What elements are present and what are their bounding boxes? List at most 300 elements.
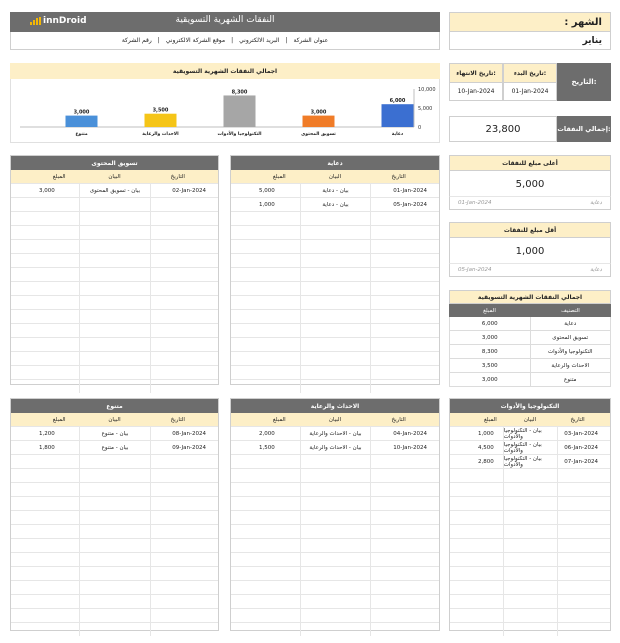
empty-row[interactable] — [231, 552, 439, 566]
empty-cell[interactable] — [231, 310, 300, 323]
empty-cell[interactable] — [150, 455, 218, 468]
empty-row[interactable] — [11, 608, 218, 622]
empty-cell[interactable] — [231, 380, 300, 393]
empty-cell[interactable] — [300, 609, 371, 622]
empty-row[interactable] — [231, 580, 439, 594]
empty-cell[interactable] — [231, 366, 300, 379]
empty-cell[interactable] — [79, 511, 149, 524]
empty-cell[interactable] — [150, 483, 218, 496]
empty-row[interactable] — [11, 622, 218, 636]
row-amount[interactable]: 1,000 — [478, 430, 494, 437]
row-description[interactable]: بيان - تسويق المحتوى — [79, 184, 149, 197]
empty-cell[interactable] — [231, 455, 300, 468]
row-date[interactable]: 06-Jan-2024 — [557, 441, 610, 454]
empty-row[interactable] — [11, 510, 218, 524]
empty-cell[interactable] — [150, 240, 218, 253]
empty-cell[interactable] — [450, 567, 503, 580]
empty-cell[interactable] — [231, 511, 300, 524]
empty-cell[interactable] — [370, 282, 439, 295]
empty-row[interactable] — [11, 496, 218, 510]
empty-cell[interactable] — [503, 525, 557, 538]
empty-row[interactable] — [11, 454, 218, 468]
empty-cell[interactable] — [11, 455, 79, 468]
empty-cell[interactable] — [231, 352, 300, 365]
empty-cell[interactable] — [79, 595, 149, 608]
empty-row[interactable] — [231, 622, 439, 636]
empty-row[interactable] — [11, 468, 218, 482]
empty-cell[interactable] — [557, 469, 610, 482]
empty-cell[interactable] — [503, 469, 557, 482]
empty-cell[interactable] — [450, 595, 503, 608]
empty-cell[interactable] — [557, 567, 610, 580]
empty-cell[interactable] — [150, 254, 218, 267]
empty-row[interactable] — [231, 365, 439, 379]
empty-cell[interactable] — [450, 581, 503, 594]
empty-cell[interactable] — [503, 511, 557, 524]
empty-row[interactable] — [11, 594, 218, 608]
empty-cell[interactable] — [150, 553, 218, 566]
empty-cell[interactable] — [150, 525, 218, 538]
empty-cell[interactable] — [370, 623, 439, 636]
empty-cell[interactable] — [11, 296, 79, 309]
row-description[interactable]: بيان - متنوع — [79, 441, 149, 454]
empty-cell[interactable] — [557, 511, 610, 524]
empty-cell[interactable] — [11, 198, 79, 211]
empty-cell[interactable] — [231, 268, 300, 281]
empty-row[interactable] — [11, 239, 218, 253]
empty-cell[interactable] — [557, 623, 610, 636]
empty-cell[interactable] — [11, 352, 79, 365]
empty-cell[interactable] — [150, 268, 218, 281]
empty-cell[interactable] — [11, 525, 79, 538]
empty-cell[interactable] — [150, 338, 218, 351]
empty-cell[interactable] — [79, 310, 149, 323]
empty-cell[interactable] — [503, 581, 557, 594]
empty-cell[interactable] — [370, 511, 439, 524]
empty-cell[interactable] — [11, 310, 79, 323]
empty-cell[interactable] — [300, 352, 371, 365]
empty-cell[interactable] — [150, 511, 218, 524]
empty-row[interactable] — [11, 552, 218, 566]
empty-cell[interactable] — [370, 268, 439, 281]
empty-cell[interactable] — [150, 380, 218, 393]
empty-cell[interactable] — [231, 553, 300, 566]
empty-cell[interactable] — [79, 525, 149, 538]
empty-cell[interactable] — [79, 623, 149, 636]
empty-row[interactable] — [450, 580, 610, 594]
empty-cell[interactable] — [11, 511, 79, 524]
empty-cell[interactable] — [370, 497, 439, 510]
empty-cell[interactable] — [503, 609, 557, 622]
empty-cell[interactable] — [11, 212, 79, 225]
row-date[interactable]: 02-Jan-2024 — [150, 184, 218, 197]
empty-row[interactable] — [231, 482, 439, 496]
empty-cell[interactable] — [450, 469, 503, 482]
empty-row[interactable] — [450, 622, 610, 636]
empty-cell[interactable] — [370, 338, 439, 351]
empty-cell[interactable] — [370, 296, 439, 309]
empty-cell[interactable] — [79, 226, 149, 239]
empty-row[interactable] — [450, 482, 610, 496]
empty-cell[interactable] — [503, 595, 557, 608]
empty-cell[interactable] — [11, 268, 79, 281]
empty-cell[interactable] — [79, 497, 149, 510]
empty-cell[interactable] — [150, 469, 218, 482]
row-description[interactable]: بيان - الاحداث والرعاية — [300, 427, 371, 440]
empty-cell[interactable] — [11, 366, 79, 379]
empty-row[interactable] — [11, 365, 218, 379]
empty-cell[interactable] — [300, 623, 371, 636]
table-row[interactable] — [450, 454, 610, 468]
empty-cell[interactable] — [503, 567, 557, 580]
empty-cell[interactable] — [150, 324, 218, 337]
empty-cell[interactable] — [231, 525, 300, 538]
empty-cell[interactable] — [231, 240, 300, 253]
empty-cell[interactable] — [79, 296, 149, 309]
empty-cell[interactable] — [11, 539, 79, 552]
empty-cell[interactable] — [150, 282, 218, 295]
empty-cell[interactable] — [300, 212, 371, 225]
empty-cell[interactable] — [79, 455, 149, 468]
empty-row[interactable] — [11, 211, 218, 225]
empty-cell[interactable] — [150, 198, 218, 211]
empty-row[interactable] — [231, 608, 439, 622]
row-date[interactable]: 04-Jan-2024 — [370, 427, 439, 440]
empty-cell[interactable] — [557, 525, 610, 538]
empty-cell[interactable] — [300, 469, 371, 482]
empty-cell[interactable] — [79, 254, 149, 267]
empty-row[interactable] — [231, 468, 439, 482]
empty-cell[interactable] — [503, 623, 557, 636]
empty-row[interactable] — [11, 267, 218, 281]
empty-row[interactable] — [231, 253, 439, 267]
empty-row[interactable] — [231, 594, 439, 608]
table-row[interactable] — [11, 440, 218, 454]
empty-cell[interactable] — [370, 539, 439, 552]
empty-cell[interactable] — [370, 240, 439, 253]
empty-cell[interactable] — [370, 581, 439, 594]
empty-cell[interactable] — [370, 567, 439, 580]
row-amount[interactable]: 1,000 — [259, 201, 275, 208]
empty-cell[interactable] — [79, 240, 149, 253]
empty-cell[interactable] — [300, 511, 371, 524]
empty-row[interactable] — [450, 468, 610, 482]
empty-cell[interactable] — [79, 352, 149, 365]
empty-cell[interactable] — [300, 338, 371, 351]
empty-cell[interactable] — [11, 254, 79, 267]
row-amount[interactable]: 3,000 — [39, 187, 55, 194]
row-description[interactable]: بيان - دعاية — [300, 198, 371, 211]
empty-row[interactable] — [11, 323, 218, 337]
empty-cell[interactable] — [231, 324, 300, 337]
empty-cell[interactable] — [370, 380, 439, 393]
empty-row[interactable] — [11, 482, 218, 496]
empty-cell[interactable] — [11, 338, 79, 351]
empty-row[interactable] — [231, 496, 439, 510]
empty-cell[interactable] — [370, 595, 439, 608]
empty-row[interactable] — [450, 594, 610, 608]
empty-cell[interactable] — [300, 581, 371, 594]
empty-cell[interactable] — [79, 198, 149, 211]
empty-cell[interactable] — [503, 539, 557, 552]
empty-row[interactable] — [11, 351, 218, 365]
empty-cell[interactable] — [450, 525, 503, 538]
empty-cell[interactable] — [370, 366, 439, 379]
empty-cell[interactable] — [300, 282, 371, 295]
empty-cell[interactable] — [150, 567, 218, 580]
empty-row[interactable] — [231, 454, 439, 468]
empty-row[interactable] — [231, 323, 439, 337]
empty-cell[interactable] — [300, 366, 371, 379]
row-description[interactable]: بيان - التكنولوجيا والأدوات — [503, 441, 557, 454]
empty-cell[interactable] — [300, 567, 371, 580]
empty-row[interactable] — [231, 351, 439, 365]
empty-cell[interactable] — [79, 212, 149, 225]
empty-cell[interactable] — [79, 567, 149, 580]
empty-row[interactable] — [231, 379, 439, 393]
empty-row[interactable] — [11, 225, 218, 239]
empty-cell[interactable] — [231, 623, 300, 636]
empty-row[interactable] — [11, 524, 218, 538]
empty-cell[interactable] — [11, 567, 79, 580]
empty-cell[interactable] — [300, 324, 371, 337]
empty-cell[interactable] — [79, 469, 149, 482]
table-row[interactable] — [231, 426, 439, 440]
empty-cell[interactable] — [79, 282, 149, 295]
empty-cell[interactable] — [557, 483, 610, 496]
table-row[interactable] — [11, 183, 218, 197]
empty-cell[interactable] — [231, 226, 300, 239]
table-row[interactable] — [231, 183, 439, 197]
row-amount[interactable]: 5,000 — [259, 187, 275, 194]
empty-cell[interactable] — [79, 581, 149, 594]
empty-cell[interactable] — [557, 539, 610, 552]
empty-cell[interactable] — [300, 497, 371, 510]
row-date[interactable]: 08-Jan-2024 — [150, 427, 218, 440]
empty-cell[interactable] — [300, 380, 371, 393]
table-row[interactable] — [231, 197, 439, 211]
empty-cell[interactable] — [150, 595, 218, 608]
empty-row[interactable] — [231, 295, 439, 309]
empty-cell[interactable] — [503, 553, 557, 566]
empty-row[interactable] — [231, 510, 439, 524]
empty-cell[interactable] — [503, 483, 557, 496]
empty-cell[interactable] — [450, 539, 503, 552]
empty-cell[interactable] — [370, 469, 439, 482]
empty-row[interactable] — [231, 225, 439, 239]
empty-row[interactable] — [231, 309, 439, 323]
empty-cell[interactable] — [300, 226, 371, 239]
empty-cell[interactable] — [11, 483, 79, 496]
empty-cell[interactable] — [79, 380, 149, 393]
empty-cell[interactable] — [150, 212, 218, 225]
empty-cell[interactable] — [231, 296, 300, 309]
empty-row[interactable] — [11, 566, 218, 580]
empty-cell[interactable] — [231, 469, 300, 482]
row-amount[interactable]: 2,000 — [259, 430, 275, 437]
row-date[interactable]: 10-Jan-2024 — [370, 441, 439, 454]
empty-cell[interactable] — [11, 282, 79, 295]
empty-row[interactable] — [450, 552, 610, 566]
empty-row[interactable] — [450, 608, 610, 622]
empty-cell[interactable] — [300, 595, 371, 608]
empty-cell[interactable] — [450, 609, 503, 622]
empty-cell[interactable] — [450, 553, 503, 566]
row-amount[interactable]: 1,200 — [39, 430, 55, 437]
empty-cell[interactable] — [557, 595, 610, 608]
row-date[interactable]: 03-Jan-2024 — [557, 427, 610, 440]
empty-cell[interactable] — [557, 581, 610, 594]
table-row[interactable] — [11, 426, 218, 440]
empty-cell[interactable] — [79, 539, 149, 552]
empty-row[interactable] — [450, 510, 610, 524]
empty-cell[interactable] — [370, 553, 439, 566]
empty-cell[interactable] — [300, 553, 371, 566]
row-description[interactable]: بيان - متنوع — [79, 427, 149, 440]
empty-row[interactable] — [11, 281, 218, 295]
empty-cell[interactable] — [11, 226, 79, 239]
empty-cell[interactable] — [150, 581, 218, 594]
start-date-value[interactable]: 01-Jan-2024 — [503, 83, 557, 101]
empty-cell[interactable] — [150, 310, 218, 323]
empty-row[interactable] — [450, 496, 610, 510]
empty-cell[interactable] — [150, 609, 218, 622]
empty-cell[interactable] — [370, 525, 439, 538]
empty-cell[interactable] — [450, 483, 503, 496]
row-amount[interactable]: 1,800 — [39, 444, 55, 451]
empty-cell[interactable] — [231, 581, 300, 594]
empty-cell[interactable] — [300, 539, 371, 552]
empty-row[interactable] — [11, 295, 218, 309]
empty-cell[interactable] — [450, 623, 503, 636]
row-date[interactable]: 01-Jan-2024 — [370, 184, 439, 197]
row-amount[interactable]: 1,500 — [259, 444, 275, 451]
empty-cell[interactable] — [370, 609, 439, 622]
empty-cell[interactable] — [231, 254, 300, 267]
row-description[interactable]: بيان - التكنولوجيا والأدوات — [503, 455, 557, 468]
empty-cell[interactable] — [11, 609, 79, 622]
empty-row[interactable] — [231, 337, 439, 351]
empty-cell[interactable] — [370, 352, 439, 365]
empty-cell[interactable] — [450, 511, 503, 524]
empty-row[interactable] — [231, 239, 439, 253]
row-amount[interactable]: 2,800 — [478, 458, 494, 465]
empty-cell[interactable] — [231, 338, 300, 351]
table-row[interactable] — [450, 440, 610, 454]
empty-cell[interactable] — [11, 595, 79, 608]
empty-cell[interactable] — [557, 609, 610, 622]
month-value[interactable]: يناير — [449, 32, 611, 50]
empty-cell[interactable] — [370, 310, 439, 323]
row-description[interactable]: بيان - الاحداث والرعاية — [300, 441, 371, 454]
empty-row[interactable] — [231, 281, 439, 295]
empty-row[interactable] — [231, 267, 439, 281]
empty-row[interactable] — [11, 337, 218, 351]
empty-cell[interactable] — [79, 483, 149, 496]
empty-cell[interactable] — [11, 553, 79, 566]
empty-cell[interactable] — [300, 268, 371, 281]
empty-cell[interactable] — [370, 324, 439, 337]
empty-row[interactable] — [11, 309, 218, 323]
empty-cell[interactable] — [231, 595, 300, 608]
empty-cell[interactable] — [503, 497, 557, 510]
empty-cell[interactable] — [150, 623, 218, 636]
empty-cell[interactable] — [300, 254, 371, 267]
empty-cell[interactable] — [79, 324, 149, 337]
empty-cell[interactable] — [150, 539, 218, 552]
empty-row[interactable] — [450, 524, 610, 538]
table-row[interactable] — [231, 440, 439, 454]
empty-cell[interactable] — [370, 226, 439, 239]
empty-cell[interactable] — [370, 483, 439, 496]
empty-row[interactable] — [11, 197, 218, 211]
row-date[interactable]: 07-Jan-2024 — [557, 455, 610, 468]
empty-cell[interactable] — [79, 268, 149, 281]
empty-cell[interactable] — [370, 455, 439, 468]
empty-row[interactable] — [11, 379, 218, 393]
empty-cell[interactable] — [231, 483, 300, 496]
empty-cell[interactable] — [11, 240, 79, 253]
empty-row[interactable] — [11, 253, 218, 267]
empty-row[interactable] — [231, 538, 439, 552]
row-amount[interactable]: 4,500 — [478, 444, 494, 451]
empty-cell[interactable] — [300, 525, 371, 538]
table-row[interactable] — [450, 426, 610, 440]
empty-row[interactable] — [11, 580, 218, 594]
empty-cell[interactable] — [11, 380, 79, 393]
empty-cell[interactable] — [11, 497, 79, 510]
empty-cell[interactable] — [11, 623, 79, 636]
empty-cell[interactable] — [231, 539, 300, 552]
empty-cell[interactable] — [370, 254, 439, 267]
empty-cell[interactable] — [79, 366, 149, 379]
empty-cell[interactable] — [450, 497, 503, 510]
empty-row[interactable] — [231, 524, 439, 538]
empty-cell[interactable] — [11, 581, 79, 594]
empty-row[interactable] — [231, 211, 439, 225]
empty-cell[interactable] — [231, 609, 300, 622]
empty-row[interactable] — [450, 566, 610, 580]
empty-cell[interactable] — [79, 609, 149, 622]
row-description[interactable]: بيان - دعاية — [300, 184, 371, 197]
empty-cell[interactable] — [300, 310, 371, 323]
empty-cell[interactable] — [11, 469, 79, 482]
empty-cell[interactable] — [231, 212, 300, 225]
empty-cell[interactable] — [11, 324, 79, 337]
empty-cell[interactable] — [79, 553, 149, 566]
end-date-value[interactable]: 10-Jan-2024 — [449, 83, 503, 101]
empty-row[interactable] — [11, 538, 218, 552]
empty-cell[interactable] — [150, 352, 218, 365]
row-date[interactable]: 05-Jan-2024 — [370, 198, 439, 211]
empty-cell[interactable] — [79, 338, 149, 351]
row-description[interactable]: بيان - التكنولوجيا والأدوات — [503, 427, 557, 440]
empty-cell[interactable] — [150, 497, 218, 510]
empty-row[interactable] — [231, 566, 439, 580]
empty-cell[interactable] — [557, 497, 610, 510]
empty-row[interactable] — [450, 538, 610, 552]
empty-cell[interactable] — [150, 226, 218, 239]
empty-cell[interactable] — [300, 455, 371, 468]
empty-cell[interactable] — [231, 567, 300, 580]
empty-cell[interactable] — [557, 553, 610, 566]
empty-cell[interactable] — [370, 212, 439, 225]
row-date[interactable]: 09-Jan-2024 — [150, 441, 218, 454]
empty-cell[interactable] — [231, 282, 300, 295]
empty-cell[interactable] — [150, 366, 218, 379]
empty-cell[interactable] — [300, 483, 371, 496]
empty-cell[interactable] — [150, 296, 218, 309]
